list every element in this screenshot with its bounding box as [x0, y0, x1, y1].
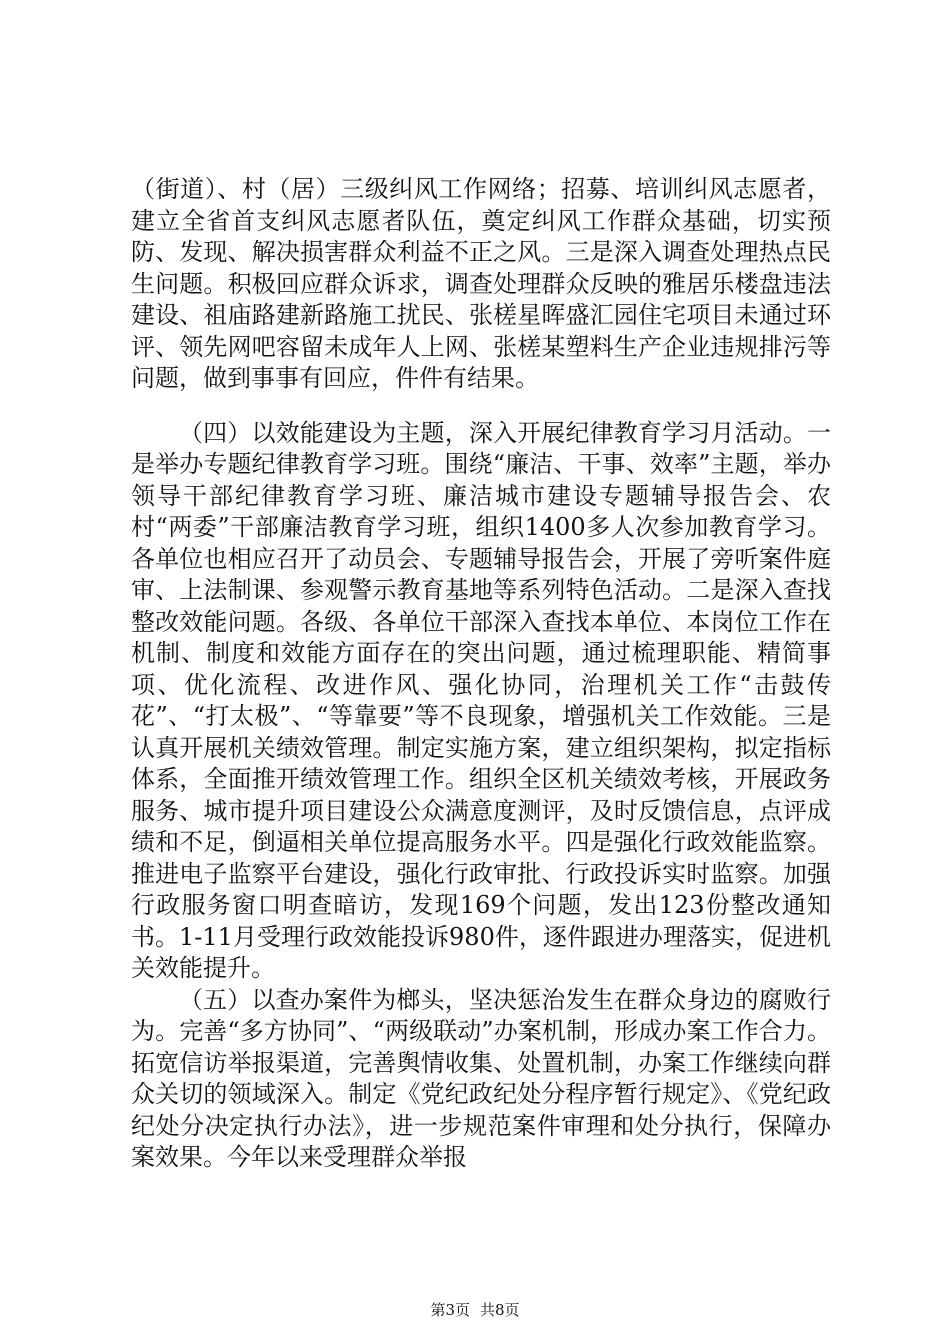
document-body — [131, 174, 831, 1174]
page-number: 第3页 — [430, 1301, 470, 1319]
page-footer — [0, 1300, 950, 1320]
paragraph-section-five: （五）以查办案件为榔头，坚决惩治发生在群众身边的腐败行为。完善“多方协同”、“两级联动”办案机制，形成办案工作合力。拓宽信访举报渠道，完善舆情收集、处置机制，办案工作继续向群众关切的领域深入。制定《党纪政纪处分程序暂行规定》、《党纪政纪处分决定执行办法》，进一步规范案件审理和处分执行，保障办案效果。今年以来受理群众举报 — [131, 985, 831, 1171]
paragraph-continuation: （街道）、村（居）三级纠风工作网络；招募、培训纠风志愿者，建立全省首支纠风志愿者队伍，奠定纠风工作群众基础，切实预防、发现、解决损害群众利益不正之风。三是深入调查处理热点民生问题。积极回应群众诉求，调查处理群众反映的雅居乐楼盘违法建设、祖庙路建新路施工扰民、张槎星晖盛汇园住宅项目未通过环评、领先网吧容留未成年人上网、张槎某塑料生产企业违规排污等问题，做到事事有回应，件件有结果。 — [131, 175, 831, 392]
page-total: 共8页 — [480, 1301, 520, 1319]
paragraph-section-four: （四）以效能建设为主题，深入开展纪律教育学习月活动。一是举办专题纪律教育学习班。围绕“廉洁、干事、效率”主题，举办领导干部纪律教育学习班、廉洁城市建设专题辅导报告会、农村“两委”干部廉洁教育学习班，组织1400多人次参加教育学习。各单位也相应召开了动员会、专题辅导报告会，开展了旁听案件庭审、上法制课、参观警示教育基地等系列特色活动。二是深入查找整改效能问题。各级、各单位干部深入查找本单位、本岗位工作在机制、制度和效能方面存在的突出问题，通过梳理职能、精简事项、优化流程、改进作风、强化协同，治理机关工作“击鼓传花”、“打太极”、“等靠要”等不良现象，增强机关工作效能。三是认真开展机关绩效管理。制定实施方案，建立组织架构，拟定指标体系，全面推开绩效管理工作。组织全区机关绩效考核，开展政务服务、城市提升项目建设公众满意度测评，及时反馈信息，点评成绩和不足，倒逼相关单位提高服务水平。四是强化行政效能监察。推进电子监察平台建设，强化行政审批、行政投诉实时监察。加强行政服务窗口明查暗访，发现169个问题，发出123份整改通知书。1-11月受理行政效能投诉980件，逐件跟进办理落实，促进机关效能提升。 — [131, 418, 831, 982]
paragraph-gap — [131, 395, 831, 418]
